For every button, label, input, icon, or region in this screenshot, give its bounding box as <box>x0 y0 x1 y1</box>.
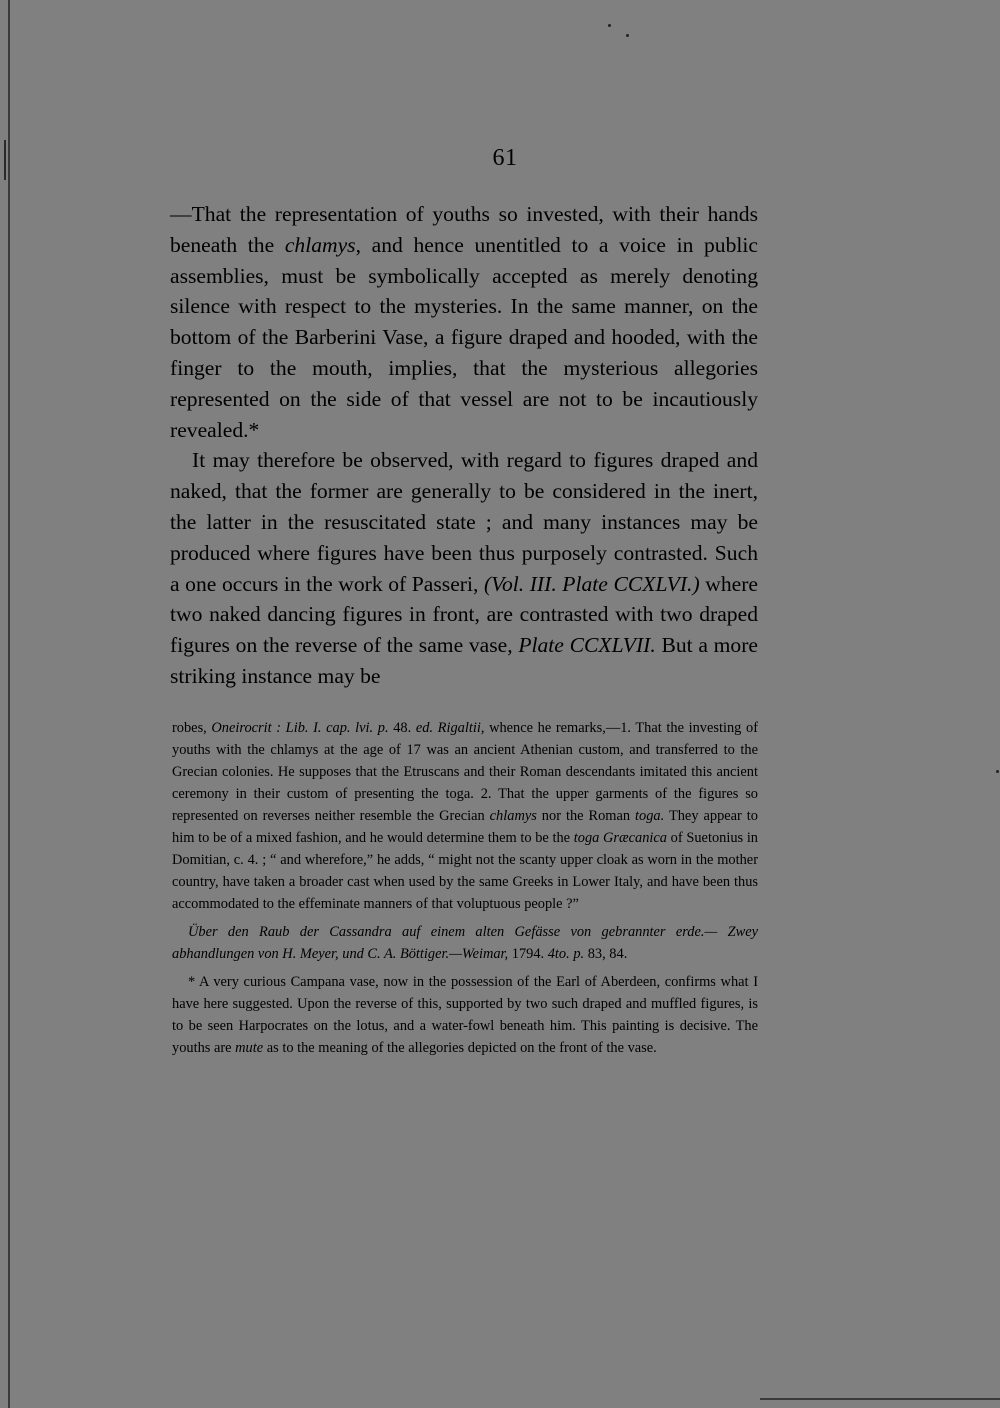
text-run: 83, 84. <box>584 946 628 962</box>
footnote-asterisk <box>172 971 758 1059</box>
text-run: of Suetonius in Domitian, c. 4. ; “ and wherefore,” he adds, “ might not the scanty upper cloak as worn in the mother country, have taken a broader cast when used by the same Greeks in Lower Italy, and have been thus accommodated to the effeminate manners of that voluptuous people ?” <box>172 830 759 912</box>
italic-text-run: mute <box>235 1040 264 1056</box>
page-number: 61 <box>492 145 518 171</box>
body-paragraph-1 <box>170 199 758 445</box>
text-run: nor the Roman <box>536 808 636 824</box>
text-run: robes, <box>172 720 212 736</box>
scan-bottom-edge <box>760 1398 1000 1400</box>
italic-text-run: (Vol. III. Plate CCXLVI.) <box>483 571 700 596</box>
scan-speck <box>626 34 629 37</box>
italic-text-run: toga. <box>635 808 665 824</box>
text-run: whence he remarks,—1. That the investing of youths with the chlamys at the age of 17 was an ancient Athenian custom, and transferred to the Grecian colonies. He supposes that the Etruscans and their Roman descendants imitated this ancient ceremony in their custom of presenting the toga. 2. That the upper garments of the figures so represented on reverses neither resemble the Grecian <box>172 720 758 824</box>
italic-text-run: chlamys <box>284 232 356 257</box>
italic-text-run: Oneirocrit : Lib. I. cap. lvi. p. <box>211 720 389 736</box>
footnote-reference <box>172 921 758 965</box>
text-run: , and hence unentitled to a voice in public assemblies, must be symbolically accepted as merely denoting silence with respect to the mysteries. In the same manner, on the bottom of the Barberini Vase, a figure draped and hooded, with the finger to the mouth, implies, that the mysterious allegories represented on the side of that vessel are not to be incautiously revealed.* <box>170 232 758 442</box>
text-run: —That the representation of youths so invested, with their hands beneath the <box>170 202 758 257</box>
italic-text-run: ed. Rigaltii, <box>415 720 485 736</box>
italic-text-run: Über den Raub der Cassandra auf einem alten Gefässe von gebrannter erde.— Zwey abhandlungen von H. Meyer, und C. A. Böttiger.—Weimar, <box>172 924 758 962</box>
text-run: where two naked dancing figures in front, are contrasted with two draped figures on the reverse of the same vase, <box>170 571 758 658</box>
footnote-continuation <box>172 717 758 915</box>
scan-speck <box>608 24 611 27</box>
italic-text-run: chlamys <box>489 808 537 824</box>
footnotes <box>172 717 758 1065</box>
text-run: 48. <box>388 720 416 736</box>
text-run: They appear to him to be of a mixed fashion, and he would determine them to be the <box>172 808 758 846</box>
body-paragraph-2 <box>170 445 758 691</box>
italic-text-run: toga Græcanica <box>573 830 667 846</box>
italic-text-run: Plate CCXLVII. <box>518 633 656 658</box>
italic-text-run: 4to. p. <box>547 946 585 962</box>
text-run: * A very curious Campana vase, now in the possession of the Earl of Aberdeen, confirms what I have here suggested. Upon the reverse of this, supported by two such draped and muffled figures, is to be seen Harpocrates on the lotus, and a water-fowl beneath him. This painting is decisive. The youths are <box>172 974 758 1056</box>
scan-edge-shadow <box>8 0 10 1408</box>
text-run: 1794. <box>508 946 548 962</box>
text-run: But a more striking instance may be <box>170 633 758 688</box>
text-run: as to the meaning of the allegories depicted on the front of the vase. <box>263 1040 657 1056</box>
scan-speck <box>996 770 999 773</box>
body-text <box>170 199 758 692</box>
text-run: It may therefore be observed, with regard to figures draped and naked, that the former are generally to be considered in the inert, the latter in the resuscitated state ; and many instances may be produced where figures have been thus purposely contrasted. Such a one occurs in the work of Passeri, <box>170 448 758 596</box>
